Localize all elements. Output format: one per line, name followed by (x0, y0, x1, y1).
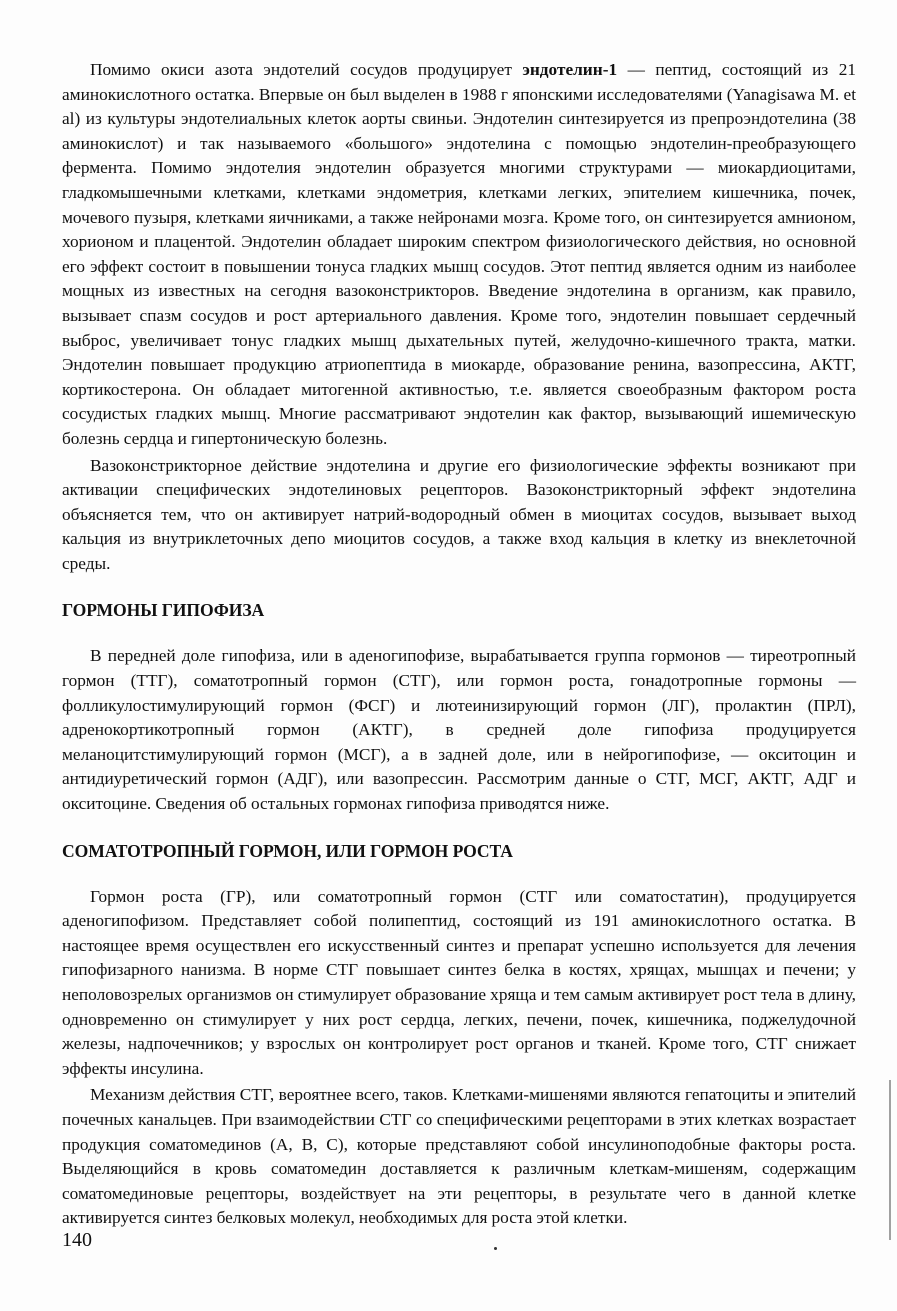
paragraph-growth-hormone: Гормон роста (ГР), или соматотропный гормон (СТГ или соматостатин), продуцируется аденогипофизом. Представляет собой полипептид, состоящий из 191 аминокислотного остатка. В настоящее время осуществлен его искусственный синтез и препарат успешно используется для лечения гипофизарного нанизма. В норме СТГ повышает синтез белка в костях, хрящах, мышцах и печени; у неполовозрелых организмов он стимулирует образование хряща и тем самым активирует рост тела в длину, одновременно он стимулирует у них рост сердца, легких, печени, почек, кишечника, поджелудочной железы, надпочечников; у взрослых он контролирует рост органов и тканей. Кроме того, СТГ снижает эффекты инсулина. (62, 886, 856, 1078)
term-endothelin-1: эндотелин-1 (522, 60, 618, 79)
paragraph-endothelin-body: — пептид, состоящий из 21 аминокислотного остатка. Впервые он был выделен в 1988 г японскими исследователями (Yanagisawa M. et al) из культуры эндотелиальных клеток аорты свиньи. Эндотелин синтезируется из препроэндотелина (38 аминокислот) и так называемого «большого» эндотелина с помощью эндотелин-преобразующего фермента. Помимо эндотелия эндотелин образуется многими структурами — миокардиоцитами, гладкомышечными клетками, клетками эндометрия, клетками легких, эпителием кишечника, почек, мочевого пузыря, клетками яичниками, а также нейронами мозга. Кроме того, он синтезируется амнионом, хорионом и плацентой. Эндотелин обладает широким спектром физиологического действия, но основной его эффект состоит в повышении тонуса гладких мышц сосудов. Этот пептид является одним из наиболее мощных из известных на сегодня вазоконстрикторов. Введение эндотелина в организм, как правило, вызывает спазм сосудов и рост артериального давления. Кроме того, эндотелин повышает сердечный выброс, увеличивает тонус гладких мышц дыхательных путей, желудочно-кишечного тракта, матки. Эндотелин повышает продукцию атриопептида в миокарде, образование ренина, вазопрессина, АКТГ, кортикостерона. Он обладает митогенной активностью, т.е. является своеобразным фактором роста сосудистых гладких мышц. Многие рассматривают эндотелин как фактор, вызывающий ишемическую болезнь сердца и гипертоническую болезнь. (62, 60, 856, 448)
paragraph-endothelin-intro: Помимо окиси азота эндотелий сосудов продуцирует (90, 60, 523, 79)
paragraph-pituitary-overview: В передней доле гипофиза, или в аденогипофизе, вырабатывается группа гормонов — тиреотропный гормон (ТТГ), соматотропный гормон (СТГ), или гормон роста, гонадотропные гормоны — фолликулостимулирующий гормон (ФСГ) и лютеинизирующий гормон (ЛГ), пролактин (ПРЛ), адренокортикотропный гормон (АКТГ), в средней доле гипофиза продуцируется меланоцитстимулирующий гормон (МСГ), а в задней доле, или в нейрогипофизе, — окситоцин и антидиуретический гормон (АДГ), или вазопрессин. Рассмотрим данные о СТГ, МСГ, АКТГ, АДГ и окситоцине. Сведения об остальных гормонах гипофиза приводятся ниже. (62, 646, 856, 814)
section-heading-pituitary-hormones: ГОРМОНЫ ГИПОФИЗА (62, 600, 265, 621)
scan-edge-mark (889, 1080, 891, 1240)
page-number: 140 (62, 1229, 92, 1251)
paragraph-vasoconstriction: Вазоконстрикторное действие эндотелина и другие его физиологические эффекты возникают при активации специфических эндотелиновых рецепторов. Вазоконстрикторный эффект эндотелина объясняется тем, что он активирует натрий-водородный обмен в миоцитах сосудов, вызывает выход кальция из внутриклеточных депо миоцитов сосудов, а также вход кальция в клетку из внеклеточной среды. (62, 455, 856, 573)
paragraph-endothelin (62, 58, 856, 452)
scan-speck (494, 1247, 497, 1250)
section-heading-growth-hormone: СОМАТОТРОПНЫЙ ГОРМОН, ИЛИ ГОРМОН РОСТА (62, 840, 513, 861)
page-body (62, 58, 856, 1231)
paragraph-gh-mechanism: Механизм действия СТГ, вероятнее всего, таков. Клетками-мишенями являются гепатоциты и эпителий почечных канальцев. При взаимодействии СТГ со специфическими рецепторами в этих клетках возрастает продукция соматомединов (А, В, С), которые представляют собой инсулиноподобные факторы роста. Выделяющийся в кровь соматомедин доставляется к различным клеткам-мишеням, содержащим соматомединовые рецепторы, воздействует на эти рецепторы, в результате чего в данной клетке активируется синтез белковых молекул, необходимых для роста этой клетки. (62, 1085, 856, 1228)
